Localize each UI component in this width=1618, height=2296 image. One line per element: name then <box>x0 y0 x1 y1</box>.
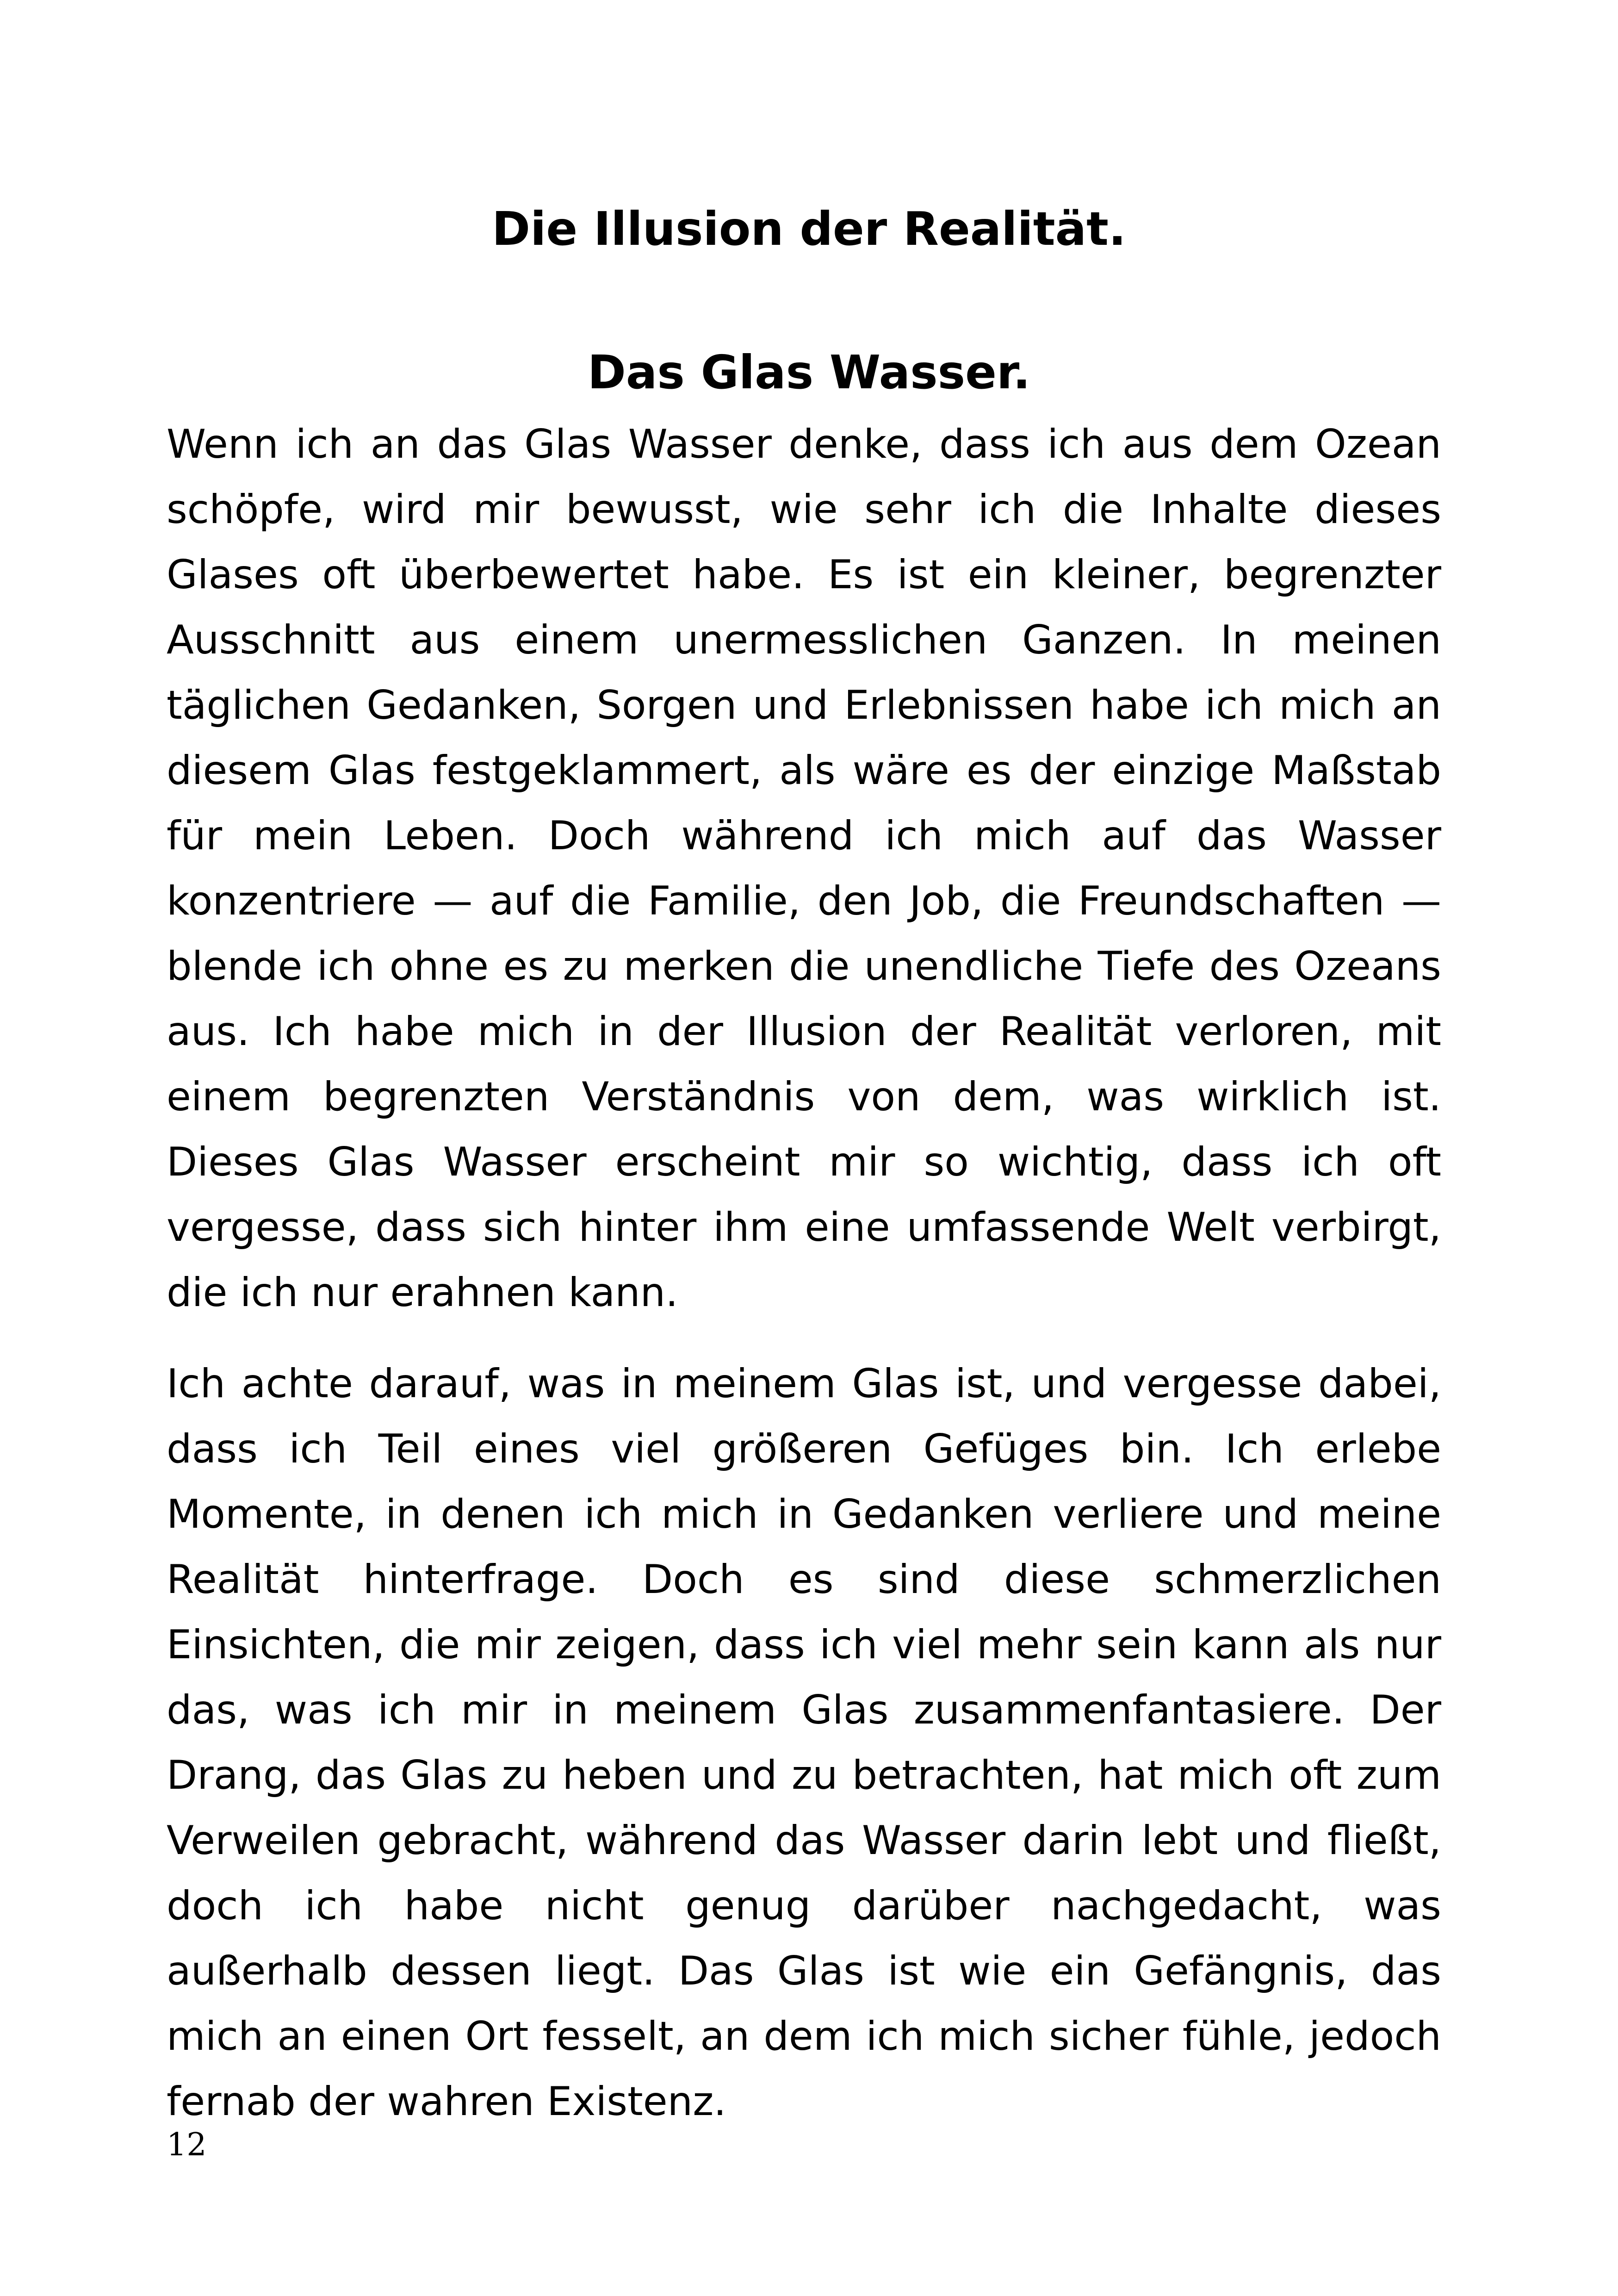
paragraph-2: Ich achte darauf, was in meinem Glas ist, und vergesse dabei, dass ich Teil eines viel größeren Gefüges bin. Ich erlebe Momente, in denen ich mich in Gedanken verliere und meine Realität hinterfrage. Doch es sind diese schmerzlichen Einsichten, die mir zeigen, dass ich viel mehr sein kann als nur das, was ich mir in meinem Glas zusammenfantasiere. Der Drang, das Glas zu heben und zu betrachten, hat mich oft zum Verweilen gebracht, während das Wasser darin lebt und fließt, doch ich habe nicht genug darüber nachgedacht, was außerhalb dessen liegt. Das Glas ist wie ein Gefängnis, das mich an einen Ort fesselt, an dem ich mich sicher fühle, jedoch fernab der wahren Existenz. <box>167 1361 1441 2125</box>
section-title: Das Glas Wasser. <box>587 345 1031 399</box>
chapter-title: Die Illusion der Realität. <box>492 202 1126 256</box>
paragraph-1: Wenn ich an das Glas Wasser denke, dass ich aus dem Ozean schöpfe, wird mir bewusst, wie sehr ich die Inhalte dieses Glases oft überbewertet habe. Es ist ein kleiner, begrenzter Ausschnitt aus einem unermesslichen Ganzen. In meinen täglichen Gedanken, Sorgen und Erlebnissen habe ich mich an diesem Glas festgeklammert, als wäre es der einzige Maßstab für mein Leben. Doch während ich mich auf das Wasser konzentriere — auf die Familie, den Job, die Freundschaften — blende ich ohne es zu merken die unendliche Tiefe des Ozeans aus. Ich habe mich in der Illusion der Realität verloren, mit einem begrenzten Verständnis von dem, was wirklich ist. Dieses Glas Wasser erscheint mir so wichtig, dass ich oft vergesse, dass sich hinter ihm eine umfassende Welt verbirgt, die ich nur erahnen kann. <box>167 421 1441 1316</box>
body-text <box>167 412 1441 2160</box>
page-number: 12 <box>167 2127 207 2163</box>
